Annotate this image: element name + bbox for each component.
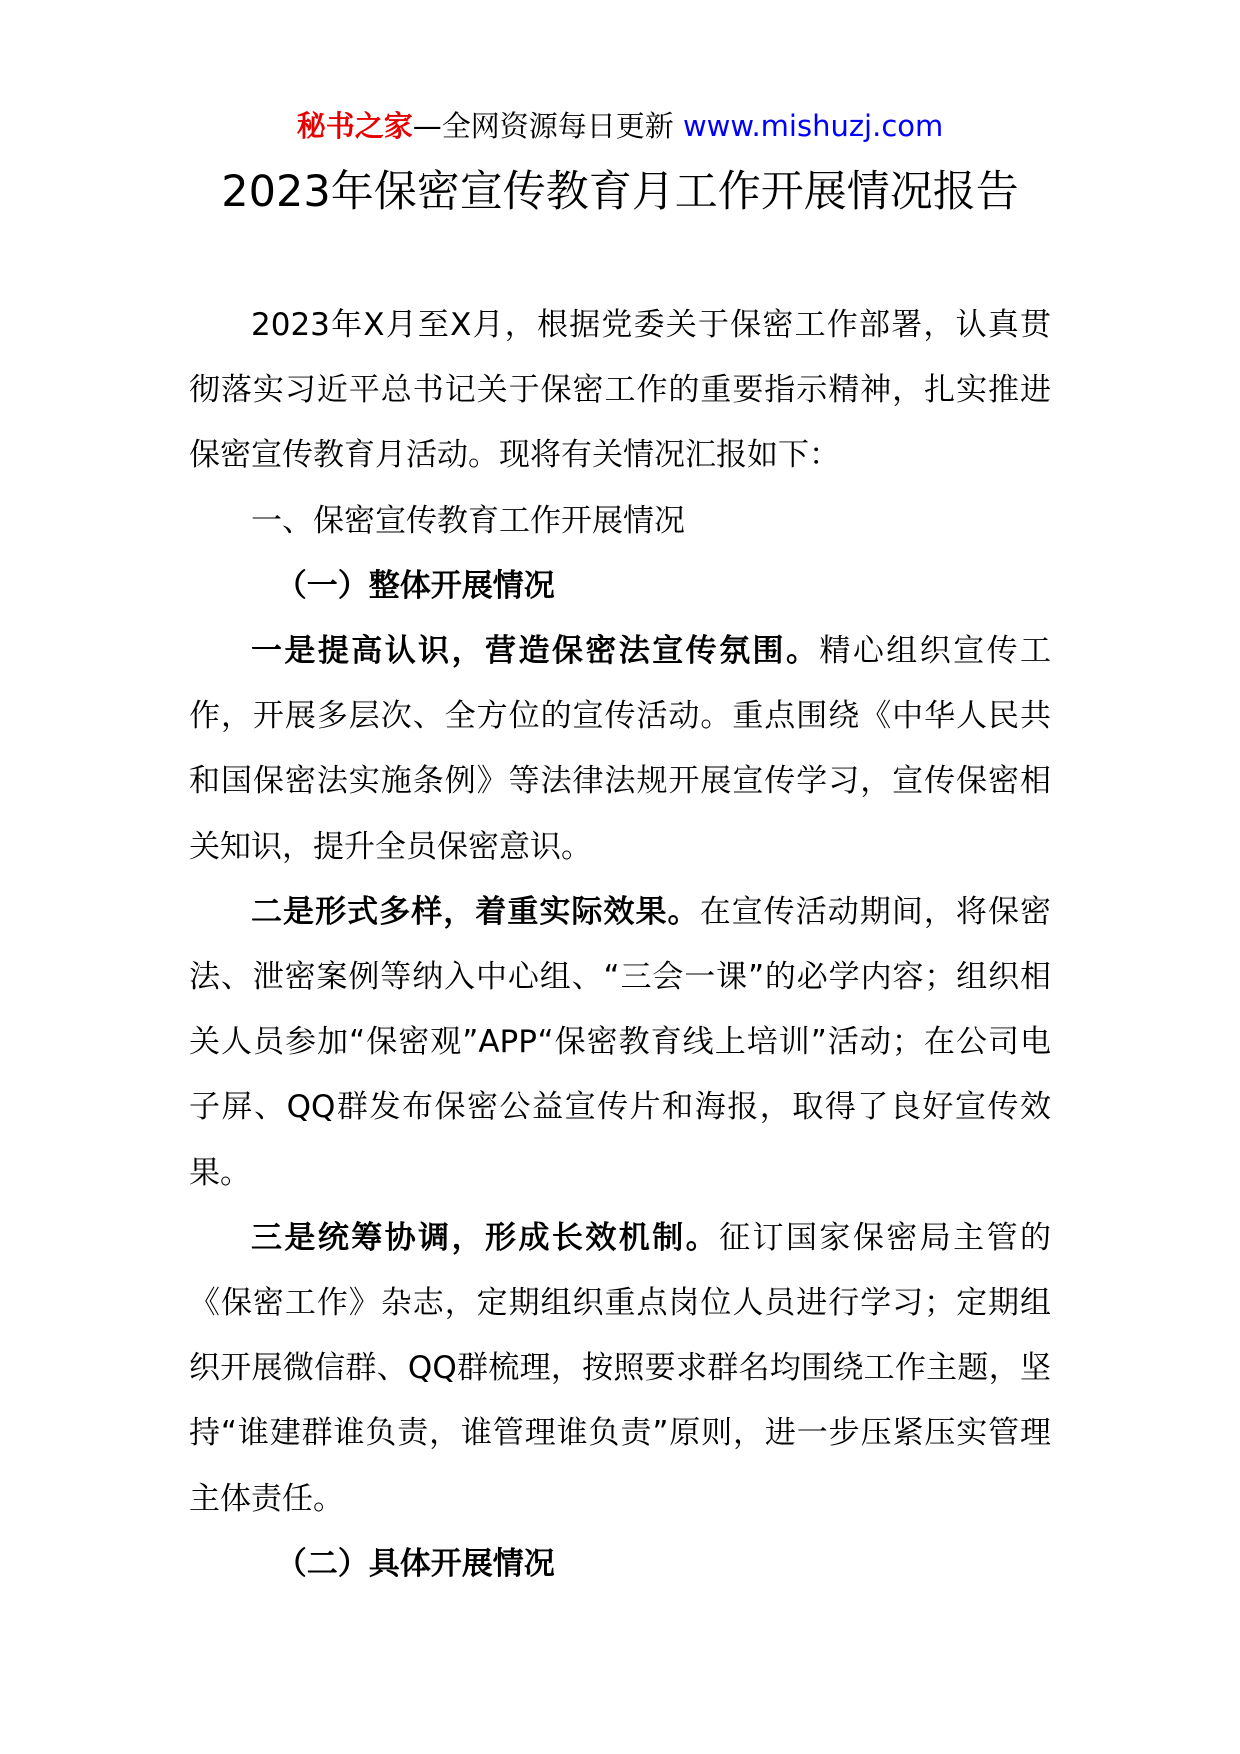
point-lead-1: 一是提高认识，营造保密法宣传氛围。: [251, 633, 820, 670]
brand-name: 秘书之家: [296, 109, 413, 143]
subsection-heading-specific: （二）具体开展情况: [275, 1545, 555, 1582]
header-banner: [0, 104, 1240, 148]
point-lead-2: 二是形式多样，着重实际效果。: [251, 893, 700, 930]
point-paragraph-2: [189, 880, 1051, 1206]
document-title: 2023年保密宣传教育月工作开展情况报告: [221, 167, 1019, 217]
point-paragraph-3: [189, 1206, 1051, 1532]
point-body-1: 精心组织宣传工作，开展多层次、全方位的宣传活动。重点围绕《中华人民共和国保密法实施条例》等法律法规开展宣传学习，宣传保密相关知识，提升全员保密意识。: [189, 633, 1051, 865]
point-lead-3: 三是统筹协调，形成长效机制。: [251, 1219, 720, 1256]
header-slogan: —全网资源每日更新: [412, 109, 674, 143]
website-link[interactable]: www.mishuzj.com: [682, 109, 944, 143]
subsection-heading-overall: （一）整体开展情况: [275, 567, 555, 604]
point-body-3: 征订国家保密局主管的《保密工作》杂志，定期组织重点岗位人员进行学习；定期组织开展微信群、QQ群梳理，按照要求群名均围绕工作主题，坚持“谁建群谁负责，谁管理谁负责”原则，进一步压紧压实管理主体责任。: [189, 1219, 1052, 1517]
intro-paragraph: 2023年X月至X月，根据党委关于保密工作部署，认真贯彻落实习近平总书记关于保密工作的重要指示精神，扎实推进保密宣传教育月活动。现将有关情况汇报如下：: [189, 307, 1051, 474]
point-body-2: 在宣传活动期间，将保密法、泄密案例等纳入中心组、“三会一课”的必学内容；组织相关人员参加“保密观”APP“保密教育线上培训”活动；在公司电子屏、QQ群发布保密公益宣传片和海报，取得了良好宣传效果。: [189, 893, 1052, 1191]
section-heading: 一、保密宣传教育工作开展情况: [251, 502, 685, 539]
document-body: [189, 293, 1051, 1597]
point-paragraph-1: [189, 619, 1051, 880]
